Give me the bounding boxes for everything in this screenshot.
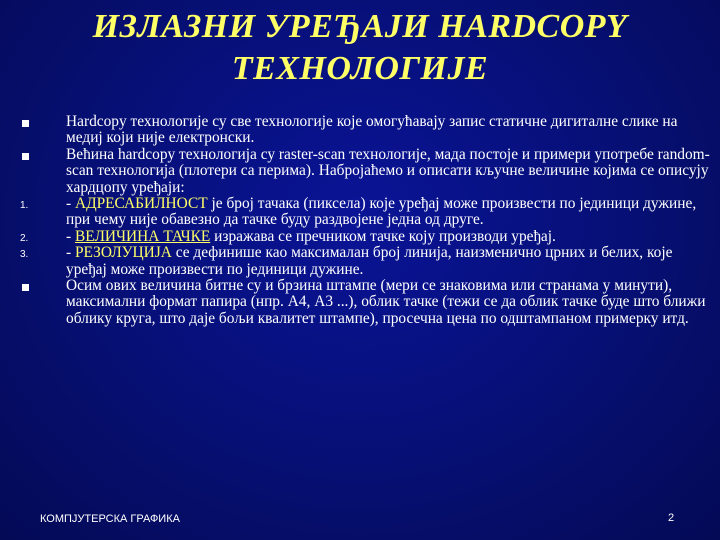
page-number: 2 bbox=[668, 512, 675, 524]
item-prefix: - bbox=[66, 227, 75, 245]
numbered-item bbox=[20, 196, 714, 229]
bullet-item bbox=[20, 147, 714, 196]
slide-title bbox=[20, 6, 700, 90]
bullet-text: Hardcopy технологије су све технологије које омогућавају запис статичне дигиталне слике на медиј који није електронски. bbox=[66, 113, 678, 147]
item-text: се дефинише као максималан број линија, наизменично црних и белих, које уређај може произвести по јединици дужине. bbox=[66, 244, 673, 278]
item-text: је број тачака (пиксела) које уређај може произвести по јединици дужине, при чему није обавезно да тачке буду раздвојене једна од друге. bbox=[66, 195, 697, 229]
bullet-text: Већина hardcopy технологија су raster-scan технологије, мада постоје и примери употребе random-scan технологија (плотери са перима). Набројаћемо и описати кључне величине којима се описују хардцопу уређаји: bbox=[66, 145, 710, 196]
bullet-text: Осим ових величина битне су и брзина штампе (мери се знаковима или странама у минути), максимални формат папира (нпр. А4, А3 ...), облик тачке (тежи се да облик тачке буде што ближи облику круга, што даје бољи квалитет штампе), просечна цена по одштампаном примерку итд. bbox=[66, 277, 706, 327]
item-prefix: - bbox=[66, 244, 75, 262]
numbered-item bbox=[20, 229, 714, 245]
item-prefix: - bbox=[66, 195, 75, 213]
title-line-1: ИЗЛАЗНИ УРЕЂАЈИ HARDCOPY bbox=[92, 8, 628, 45]
title-line-2: ТЕХНОЛОГИЈЕ bbox=[231, 50, 489, 87]
term-highlight: АДРЕСАБИЛНОСТ bbox=[74, 195, 208, 213]
item-number: 2. bbox=[20, 232, 29, 244]
numbered-item bbox=[20, 245, 714, 278]
bullet-item bbox=[20, 114, 714, 147]
item-number: 1. bbox=[20, 200, 29, 212]
footer-course-name: КОМПЈУТЕРСКА ГРАФИКА bbox=[40, 513, 180, 525]
slide-body bbox=[20, 114, 714, 327]
bullet-item bbox=[20, 278, 714, 327]
item-text: изражава се пречником тачке коју производи уређај. bbox=[210, 227, 556, 245]
term-highlight: РЕЗОЛУЦИЈА bbox=[74, 244, 172, 262]
item-number: 3. bbox=[20, 249, 29, 261]
term-highlight: ВЕЛИЧИНА ТАЧКЕ bbox=[74, 227, 211, 245]
